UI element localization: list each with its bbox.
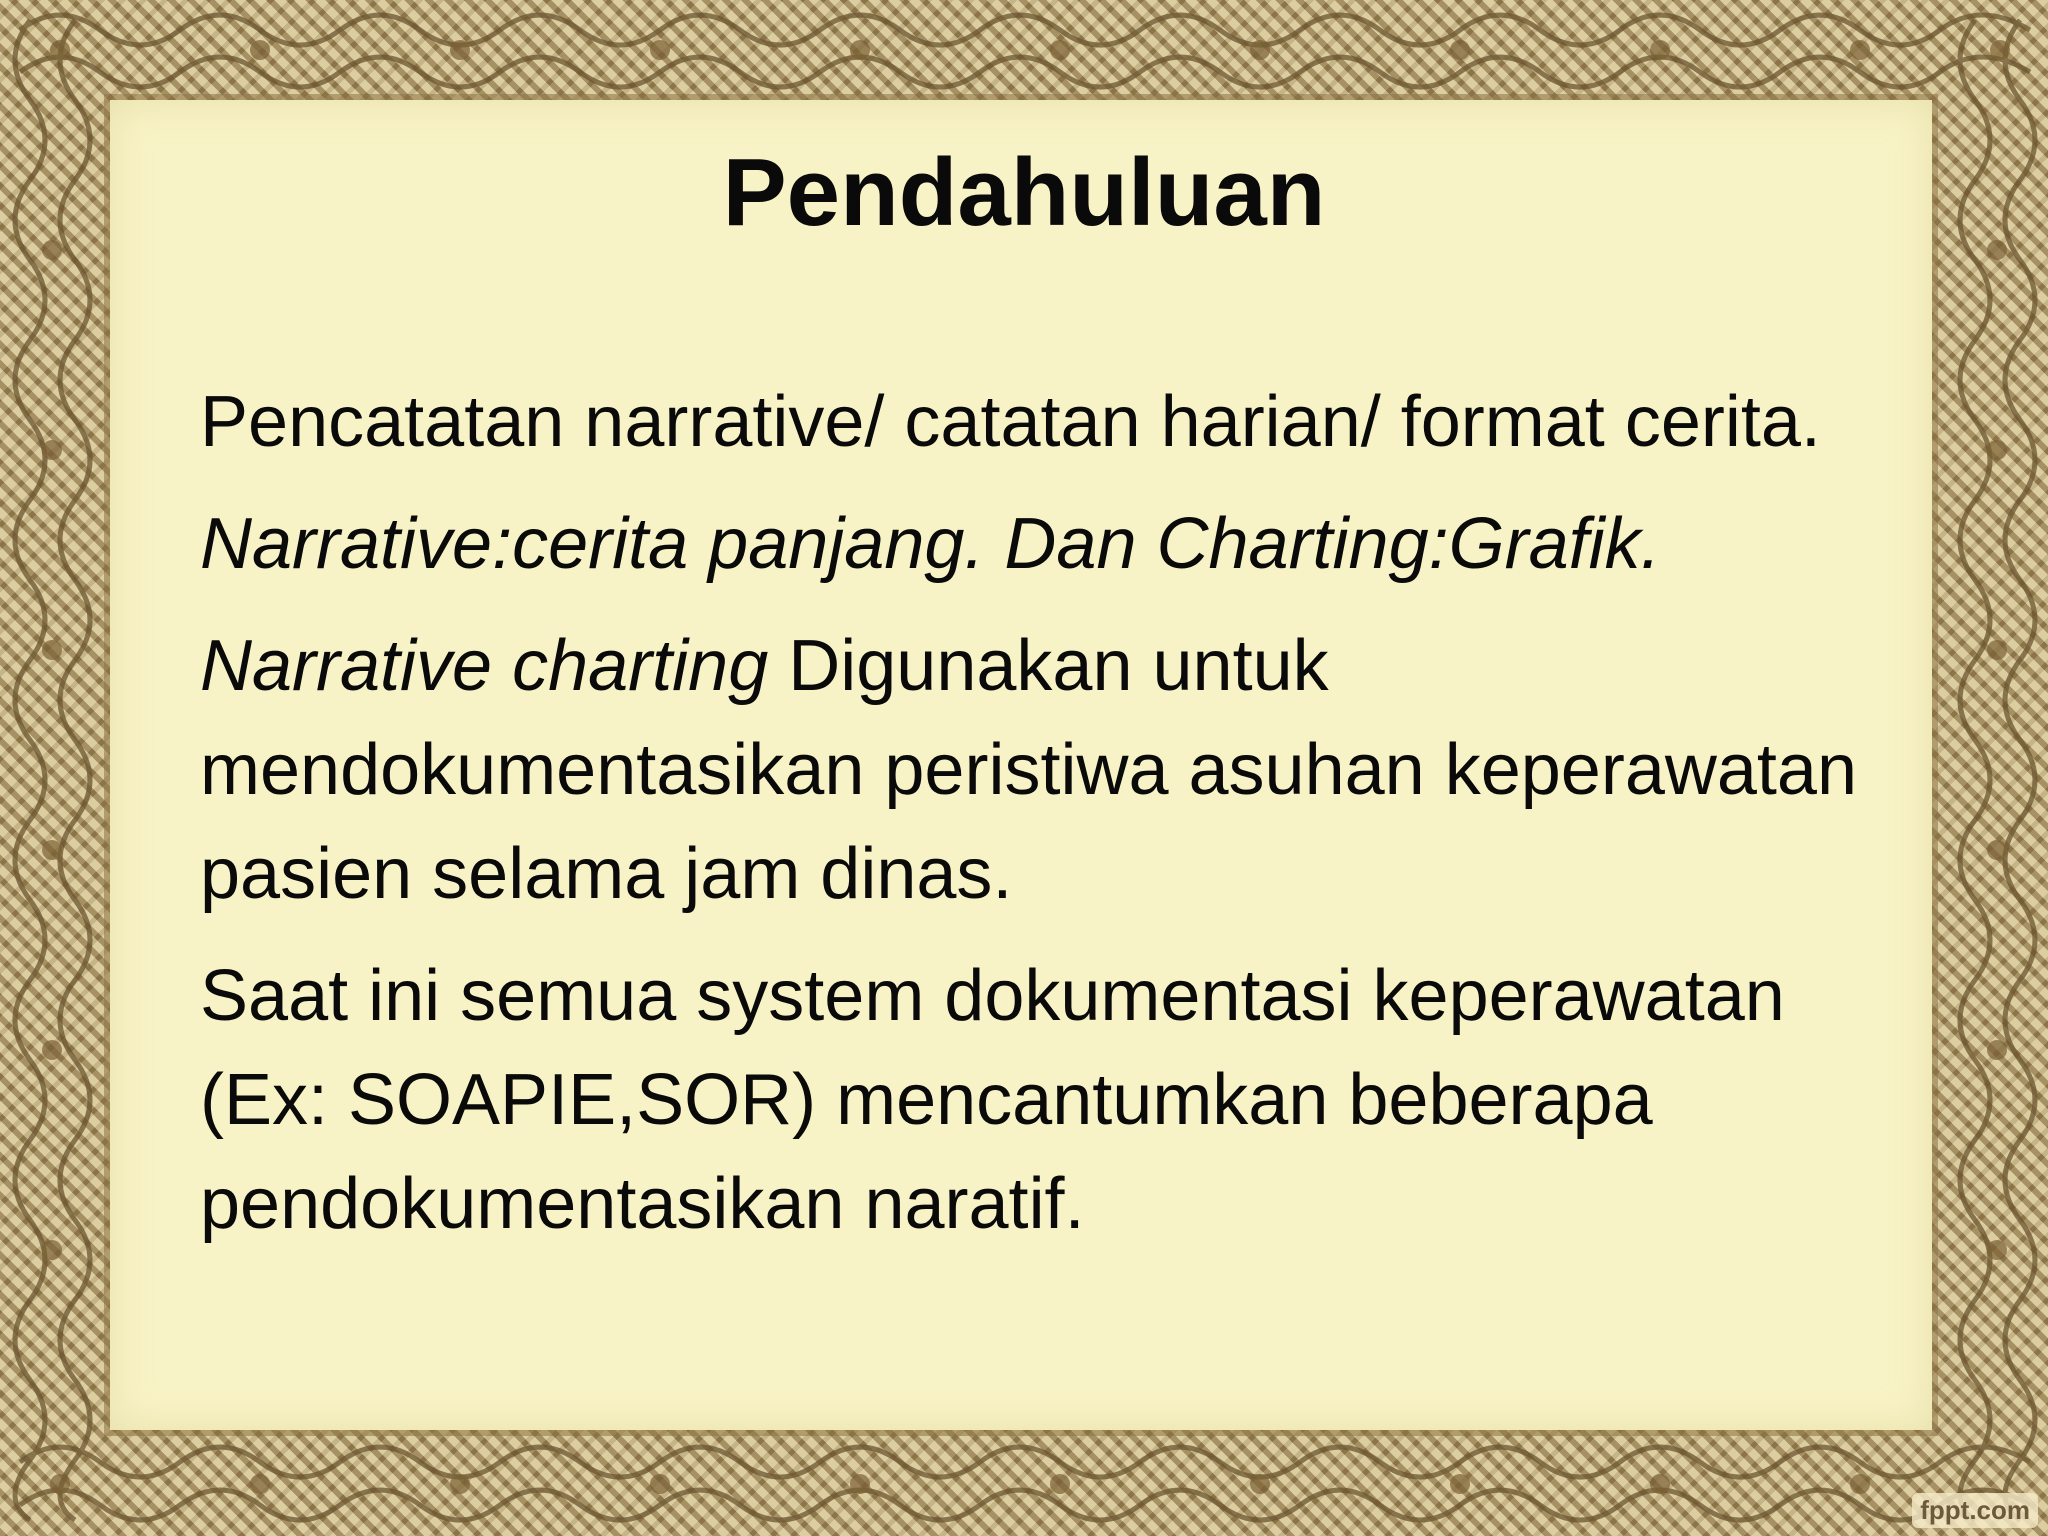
paragraph-1 [200,370,1920,474]
paragraph-2 [200,492,1920,596]
paragraph-4-text: Saat ini semua system dokumentasi keperawatan (Ex: SOAPIE,SOR) mencantumkan beberapa pendokumentasikan naratif. [200,956,1785,1244]
paragraph-4 [200,944,1920,1256]
slide-title: Pendahuluan [722,139,1326,246]
watermark-logo: fppt.com [1912,1493,2038,1528]
paragraph-3-italic: Narrative charting [200,626,769,706]
paragraph-3 [200,614,1920,926]
paragraph-3-text: Digunakan untuk mendokumentasikan peristiwa asuhan keperawatan pasien selama jam dinas. [200,626,1857,914]
paragraph-1-text: Pencatatan narrative/ catatan harian/ format cerita. [200,382,1821,462]
slide-body [200,370,1920,1274]
paragraph-2-italic: Narrative:cerita panjang. Dan Charting:Grafik. [200,504,1661,584]
